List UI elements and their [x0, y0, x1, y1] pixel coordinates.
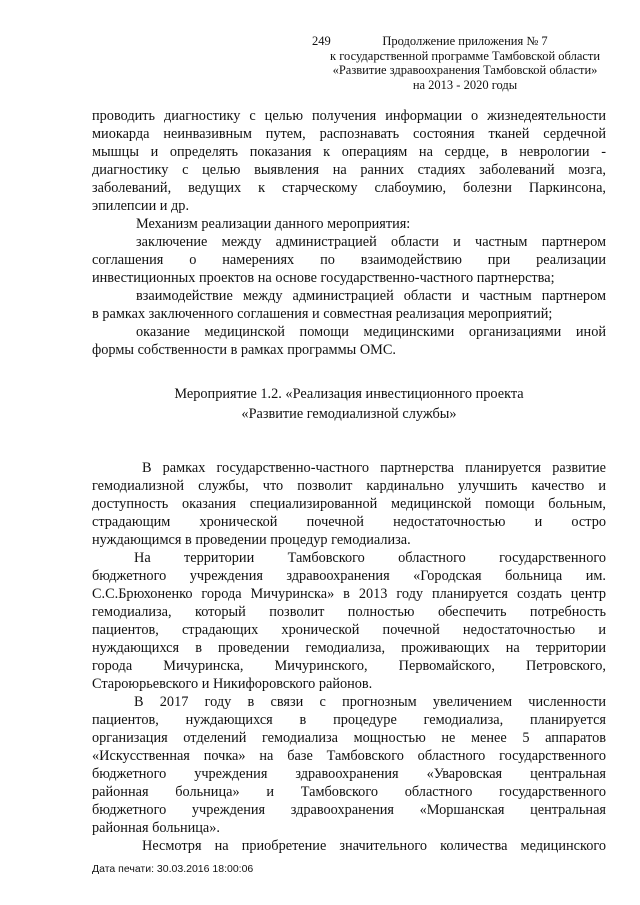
text-line: страдающим хронической почечной недостаточностью и остро: [92, 514, 606, 530]
text-line: города Мичуринска, Мичуринского, Первомайского, Петровского,: [92, 658, 606, 674]
text-line: инвестиционных проектов на основе государственно-частного партнерства;: [92, 270, 555, 286]
text-line: мышцы и определять показания к операциям на сердце, в неврологии -: [92, 144, 606, 160]
header-line: на 2013 - 2020 годы: [412, 77, 518, 92]
text-line: диагностику с целью выявления на ранних стадиях заболеваний мозга,: [92, 162, 606, 178]
appendix-header: [330, 34, 600, 92]
header-line: «Развитие здравоохранения Тамбовской области»: [332, 63, 598, 77]
text-line: бюджетного учреждения здравоохранения «Уваровская центральная: [92, 766, 606, 782]
text-line: организация отделений гемодиализа мощностью не менее 5 аппаратов: [92, 730, 606, 746]
body-text-top: [92, 107, 606, 359]
text-line: пациентов, нуждающихся в процедуре гемодиализа, планируется: [92, 712, 606, 728]
text-line: На территории Тамбовского областного государственного: [134, 550, 606, 566]
text-line: Несмотря на приобретение значительного количества медицинского: [142, 838, 606, 854]
text-line: нуждающихся в проведении гемодиализа, проживающих на территории: [92, 640, 606, 656]
section-title-line: «Развитие гемодиализной службы»: [241, 406, 457, 422]
text-line: В 2017 году в связи с прогнозным увеличением численности: [134, 694, 606, 710]
text-line: гемодиализа, который позволит полностью обеспечить потребность: [92, 604, 606, 620]
text-line: нуждающимся в проведении процедур гемодиализа.: [92, 532, 411, 548]
text-line: С.С.Брюхоненко города Мичуринска» в 2013 году планируется создать центр: [92, 586, 606, 602]
text-line: в рамках заключенного соглашения и совместная реализация мероприятий;: [92, 306, 553, 322]
page-number: 249: [312, 34, 331, 48]
text-line: доступность оказания специализированной медицинской помощи больным,: [92, 496, 606, 512]
text-line: формы собственности в рамках программы ОМС.: [92, 342, 396, 358]
section-title: [92, 384, 606, 424]
header-line: Продолжение приложения № 7: [382, 34, 548, 48]
section-title-line: Мероприятие 1.2. «Реализация инвестиционного проекта: [174, 386, 524, 402]
text-line: гемодиализной службы, что позволит кардинально улучшить качество и: [92, 478, 606, 494]
text-line: «Искусственная почка» на базе Тамбовского областного государственного: [92, 748, 606, 764]
text-line: бюджетного учреждения здравоохранения «Городская больница им.: [92, 568, 606, 584]
text-line: взаимодействие между администрацией области и частным партнером: [136, 288, 606, 304]
text-line: пациентов, страдающих хронической почечной недостаточностью и: [92, 622, 606, 638]
text-line: Староюрьевского и Никифоровского районов.: [92, 676, 373, 692]
text-line: заболеваний, ведущих к старческому слабоумию, болезни Паркинсона,: [92, 180, 606, 196]
text-line: заключение между администрацией области и частным партнером: [136, 234, 606, 250]
text-line: районная больница».: [92, 820, 221, 836]
body-text-bottom: [92, 459, 606, 855]
text-line: соглашения о намерениях по взаимодействию при реализации: [92, 252, 606, 268]
text-line: миокарда неинвазивным путем, распознавать состояния тканей сердечной: [92, 126, 606, 142]
text-line: бюджетного учреждения здравоохранения «Моршанская центральная: [92, 802, 606, 818]
text-line: оказание медицинской помощи медицинскими организациями иной: [136, 324, 606, 340]
text-line: Механизм реализации данного мероприятия:: [136, 216, 411, 232]
text-line: районная больница» и Тамбовского областного государственного: [92, 784, 606, 800]
text-line: проводить диагностику с целью получения информации о жизнедеятельности: [92, 108, 606, 124]
text-line: эпилепсии и др.: [92, 198, 190, 214]
print-date: Дата печати: 30.03.2016 18:00:06: [92, 863, 254, 875]
text-line: В рамках государственно-частного партнерства планируется развитие: [142, 460, 606, 476]
header-line: к государственной программе Тамбовской области: [330, 48, 601, 63]
